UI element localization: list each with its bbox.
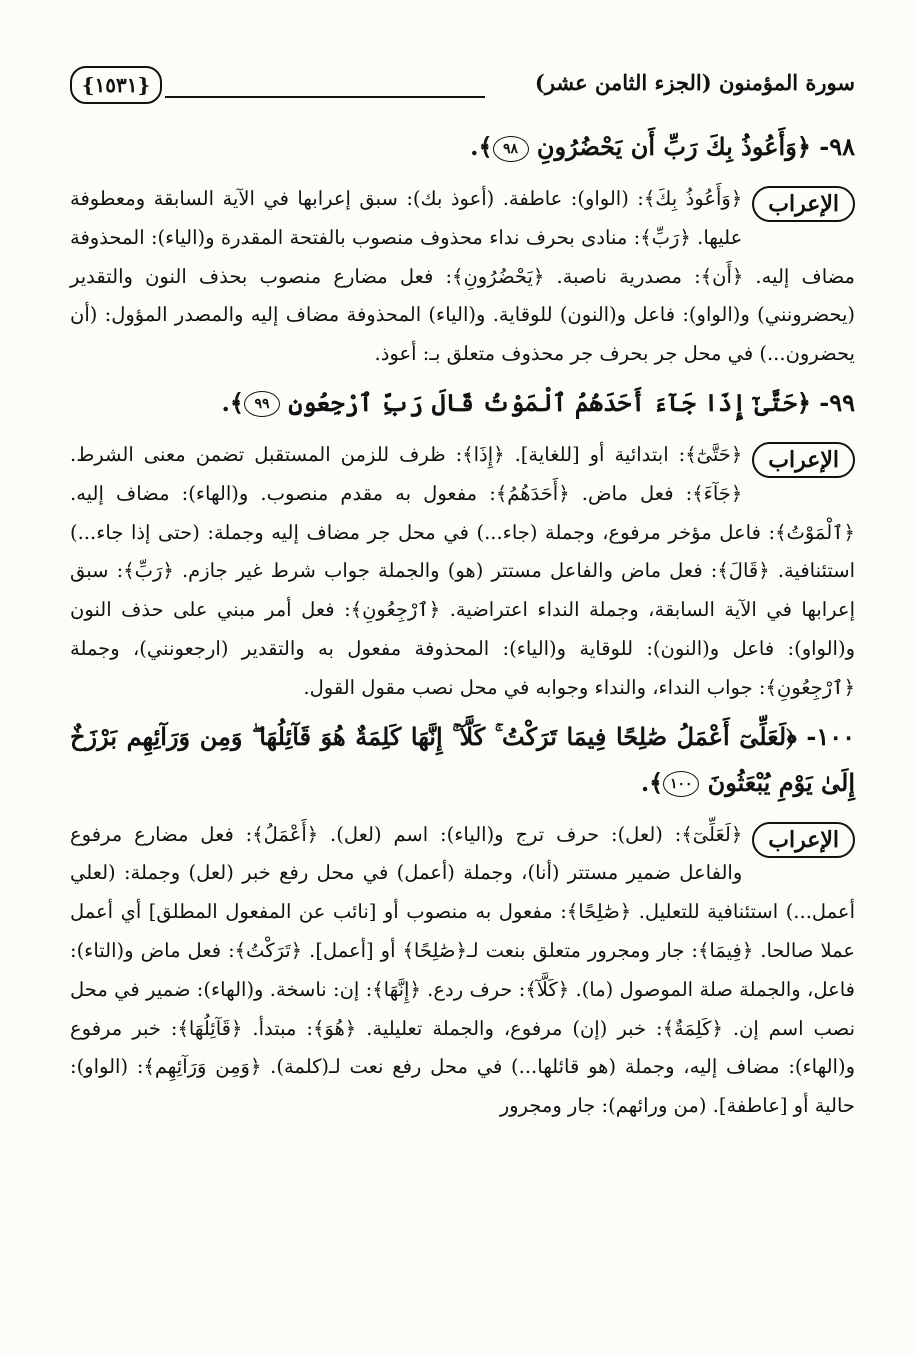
verse-99 <box>70 380 855 426</box>
page-number: {١٥٣١} <box>70 66 162 104</box>
verse-text: ﴿حَتَّىٰٓ إِذَا جَآءَ أَحَدَهُمُ ٱلْمَوْتُ قَالَ رَبِّ ٱرْجِعُونِ <box>288 387 811 417</box>
page-header <box>70 60 855 120</box>
verse-end: ﴾. <box>640 767 664 797</box>
irab-text: ﴿حَتَّىٰٓ﴾: ابتدائية أو [للغاية]. ﴿إِذَا﴾: ظرف للزمن المستقبل تضمن معنى الشرط. ﴿جَآءَ﴾: فعل ماض. ﴿أَحَدَهُمُ﴾: مفعول به مقدم منصوب. و(الهاء): مضاف إليه. ﴿ٱلْمَوْتُ﴾: فاعل مؤخر مرفوع، وجملة (جاء...) في محل جر مضاف إليه وجملة: (حتى إذا جاء...) استئنافية. ﴿قَالَ﴾: فعل ماض والفاعل مستتر (هو) والجملة جواب شرط غير جازم. ﴿رَبِّ﴾: سبق إعرابها في الآية السابقة، وجملة النداء اعتراضية. ﴿ٱرْجِعُونِ﴾: فعل أمر مبني على حذف النون و(الواو): فاعل و(النون): للوقاية و(الياء): المحذوفة مفعول به والتقدير (ارجعونني)، وجملة ﴿ٱرْجِعُونِ﴾: جواب النداء، والنداء وجوابه في محل نصب مقول القول. <box>70 442 855 699</box>
ayah-end-marker: ٩٨ <box>493 136 529 162</box>
ayah-end-marker: ١٠٠ <box>663 771 699 797</box>
irab-paragraph-98 <box>70 180 855 374</box>
verse-end: ﴾. <box>470 132 493 161</box>
page <box>70 60 855 1132</box>
verse-number: ٩٨- <box>819 132 855 161</box>
header-rule <box>165 96 485 98</box>
verse-98 <box>70 124 855 170</box>
ayah-end-marker: ٩٩ <box>244 391 280 417</box>
verse-end: ﴾. <box>221 387 244 417</box>
verse-text: ﴿وَأَعُوذُ بِكَ رَبِّ أَن يَحْضُرُونِ <box>536 132 811 161</box>
verse-100 <box>70 714 855 806</box>
irab-text: ﴿لَعَلِّىٓ﴾: (لعل): حرف ترج و(الياء): اسم (لعل). ﴿أَعْمَلُ﴾: فعل مضارع مرفوع والفاعل ضمير مستتر (أنا)، وجملة (أعمل) في محل رفع خبر (لعل) وجملة: (لعلي أعمل...) استئنافية للتعليل. ﴿صَٰلِحًا﴾: مفعول به منصوب أو [نائب عن المفعول المطلق] أي أعمل عملا صالحا. ﴿فِيمَا﴾: جار ومجرور متعلق بنعت لـ﴿صَٰلِحًا﴾ أو [أعمل]. ﴿تَرَكْتُ﴾: فعل ماض و(التاء): فاعل، والجملة صلة الموصول (ما). ﴿كَلَّآ﴾: حرف ردع. ﴿إِنَّهَا﴾: إن: ناسخة. و(الهاء): ضمير في محل نصب اسم إن. ﴿كَلِمَةٌ﴾: خبر (إن) مرفوع، والجملة تعليلية. ﴿هُوَ﴾: مبتدأ. ﴿قَآئِلُهَا﴾: خبر مرفوع و(الهاء): مضاف إليه، وجملة (هو قائلها...) في محل رفع نعت لـ(كلمة). ﴿وَمِن وَرَآئِهِم﴾: (الواو): حالية أو [عاطفة]. (من ورائهم): جار ومجرور <box>70 822 855 1118</box>
surah-title: سورة المؤمنون (الجزء الثامن عشر) <box>534 70 855 95</box>
irab-paragraph-99 <box>70 436 855 708</box>
irab-label: الإعراب <box>752 186 855 222</box>
verse-number: ١٠٠- <box>806 721 855 751</box>
irab-text: ﴿وَأَعُوذُ بِكَ﴾: (الواو): عاطفة. (أعوذ بك): سبق إعرابها في الآية السابقة ومعطوفة عليها. ﴿رَبِّ﴾: منادى بحرف نداء محذوف منصوب بالفتحة المقدرة و(الياء): المحذوفة مضاف إليه. ﴿أَن﴾: مصدرية ناصبة. ﴿يَحْضُرُونِ﴾: فعل مضارع منصوب بحذف النون والتقدير (يحضرونني) و(الواو): فاعل و(النون) للوقاية. و(الياء) المحذوفة مضاف إليه والمصدر المؤول: (أن يحضرون...) في محل جر بحرف جر محذوف متعلق بـ: أعوذ. <box>70 187 855 366</box>
irab-label: الإعراب <box>752 442 855 478</box>
verse-number: ٩٩- <box>819 387 855 417</box>
verse-text: ﴿لَعَلِّىٓ أَعْمَلُ صَٰلِحًا فِيمَا تَرَكْتُ ۚ كَلَّآ ۚ إِنَّهَا كَلِمَةٌ هُوَ قَآئِلُهَا ۖ وَمِن وَرَآئِهِم بَرْزَخٌ إِلَىٰ يَوْمِ يُبْعَثُونَ <box>70 721 855 797</box>
irab-paragraph-100 <box>70 816 855 1126</box>
irab-label: الإعراب <box>752 822 855 858</box>
